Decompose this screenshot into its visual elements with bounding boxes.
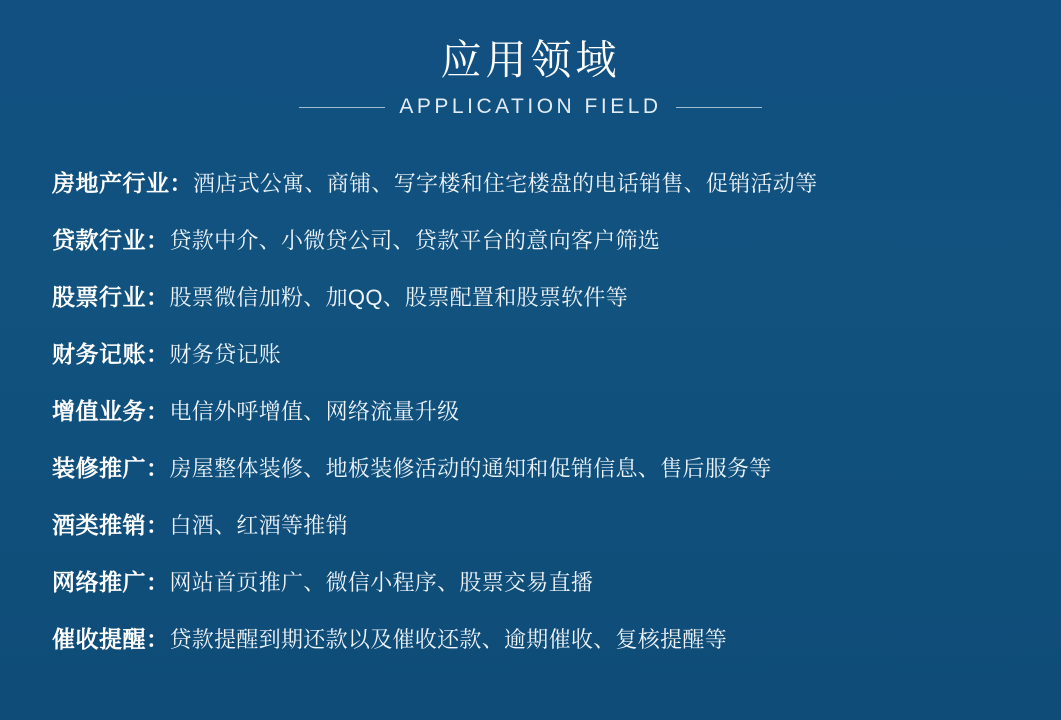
list-item-label: 装修推广： bbox=[52, 455, 170, 482]
list-item-label: 酒类推销： bbox=[52, 512, 170, 539]
list-item bbox=[52, 507, 1011, 540]
application-field-list bbox=[0, 165, 1061, 654]
list-item-text: 电信外呼增值、网络流量升级 bbox=[169, 399, 460, 425]
divider-right bbox=[676, 107, 762, 108]
list-item-label: 催收提醒： bbox=[52, 626, 170, 653]
list-item bbox=[52, 222, 1011, 255]
page-title: 应用领域 bbox=[440, 37, 621, 83]
list-item-text: 股票微信加粉、加QQ、股票配置和股票软件等 bbox=[169, 285, 629, 311]
list-item-label: 股票行业： bbox=[52, 284, 170, 311]
page-subtitle: APPLICATION FIELD bbox=[399, 95, 662, 119]
list-item-label: 财务记账： bbox=[52, 341, 170, 368]
list-item bbox=[52, 279, 1011, 312]
list-item-text: 贷款提醒到期还款以及催收还款、逾期催收、复核提醒等 bbox=[169, 627, 728, 653]
list-item-label: 网络推广： bbox=[52, 569, 170, 596]
list-item bbox=[52, 393, 1011, 426]
list-item-text: 贷款中介、小微贷公司、贷款平台的意向客户筛选 bbox=[169, 228, 661, 254]
list-item-label: 增值业务： bbox=[52, 398, 170, 425]
list-item bbox=[52, 165, 1011, 198]
list-item bbox=[52, 564, 1011, 597]
divider-left bbox=[299, 107, 385, 108]
list-item-text: 网站首页推广、微信小程序、股票交易直播 bbox=[169, 570, 594, 596]
slide-header bbox=[0, 0, 1061, 119]
list-item bbox=[52, 450, 1011, 483]
list-item-text: 酒店式公寓、商铺、写字楼和住宅楼盘的电话销售、促销活动等 bbox=[193, 171, 818, 197]
subtitle-row bbox=[0, 95, 1061, 119]
list-item-label: 房地产行业： bbox=[52, 170, 193, 197]
list-item bbox=[52, 621, 1011, 654]
list-item bbox=[52, 336, 1011, 369]
list-item-text: 财务贷记账 bbox=[169, 342, 282, 368]
list-item-text: 白酒、红酒等推销 bbox=[169, 513, 348, 539]
list-item-label: 贷款行业： bbox=[52, 227, 170, 254]
list-item-text: 房屋整体装修、地板装修活动的通知和促销信息、售后服务等 bbox=[169, 456, 772, 482]
